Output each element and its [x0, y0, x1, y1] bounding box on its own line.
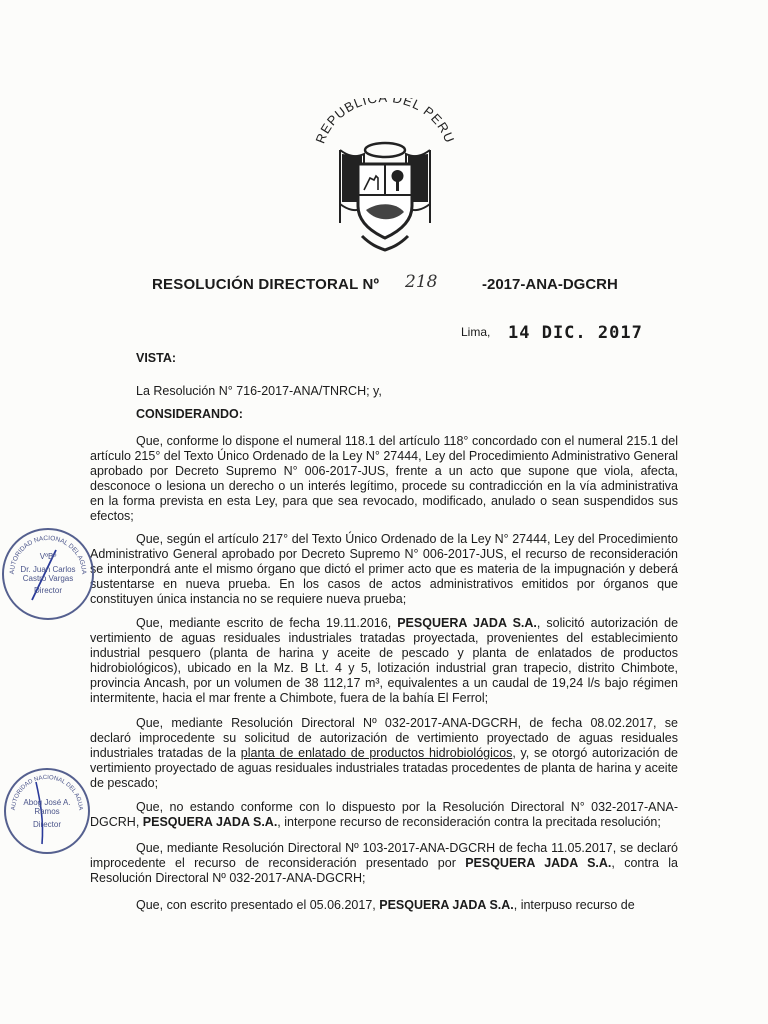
paragraph-1 — [90, 434, 678, 524]
paragraph-1-text: Que, conforme lo dispone el numeral 118.1 del artículo 118° concordado con el numeral 215.1 del artículo 215° del Texto Único Ordenado de la Ley N° 27444, Ley del Procedimiento Administrativo General aprobado por Decreto Supremo N° 006-2017-JUS, frente a un acto que supone que viola, afecta, desconoce o lesiona un derecho o un interés legítimo, procede su contradicción en la vía administrativa en la forma prevista en esta Ley, para que sea revocado, modificado, anulado o sean suspendidos sus efectos; — [90, 434, 678, 523]
underlined-plant-name: planta de enlatado de productos hidrobiológicos — [240, 746, 513, 760]
paragraph-4-text-before: Que, mediante Resolución Directoral Nº 032-2017-ANA-DGCRH, de fecha 08.02.2017, se declaró improcedente su solicitud de autorización de vertimiento proyectado de aguas residuales industriales tratadas de la — [90, 716, 678, 760]
national-coat-of-arms — [300, 98, 470, 258]
stamp1-role: Director — [33, 586, 62, 595]
stamp1-visto-bueno: VºBº — [39, 552, 57, 561]
considerando-heading: CONSIDERANDO: — [136, 407, 243, 421]
svg-text:REPUBLICA DEL PERU — [312, 98, 457, 145]
paragraph-2-text: Que, según el artículo 217° del Texto Único Ordenado de la Ley N° 27444, Ley del Procedimiento Administrativo General aprobado por Decreto Supremo N° 006-2017-JUS, el recurso de reconsideración se interpondrá ante el mismo órgano que dictó el primer acto que es materia de la impugnación y deberá sustentarse en nueva prueba. En los casos de actos administrativos emitidos por órganos que constituyen única instancia no se requiere nueva prueba; — [90, 532, 678, 606]
seal-arc-text: REPUBLIC DEL PERU — [312, 98, 458, 146]
paragraph-3-text-before: Que, mediante escrito de fecha 19.11.2016, — [136, 616, 398, 630]
resolution-title: RESOLUCIÓN DIRECTORAL Nº — [152, 276, 380, 293]
paragraph-4 — [90, 716, 678, 791]
vista-text: La Resolución N° 716-2017-ANA/TNRCH; y, — [136, 384, 382, 398]
paragraph-7-text-after: , interpuso recurso de — [513, 898, 635, 912]
paragraph-6-text-after: , contra la Resolución Directoral Nº 032-2017-ANA-DGCRH; — [90, 856, 678, 885]
paragraph-6 — [90, 841, 678, 886]
paragraph-6-text-before: Que, mediante Resolución Directoral Nº 103-2017-ANA-DGCRH de fecha 11.05.2017, se declaró improcedente el recurso de reconsideración presentado por — [90, 841, 678, 870]
paragraph-3-text-after: , solicitó autorización de vertimiento de aguas residuales industriales tratadas proyectada, provenientes del establecimiento industrial pesquero (planta de harina y aceite de pescado y planta de enlatados de productos hidrobiológicos), ubicado en la Mz. B Lt. 4 y 5, lotización industrial gran trapecio, distrito Chimbote, provincia Ancash, por un volumen de 38 112,17 m³, equivalentes a un caudal de 19,24 l/s bajo régimen intermitente, hacia el mar frente a Chimbote, fuera de la bahía El Ferrol; — [90, 616, 679, 705]
paragraph-5 — [90, 800, 678, 830]
vista-heading: VISTA: — [136, 351, 177, 365]
official-stamp-director — [2, 528, 94, 620]
handwritten-resolution-number: 218 — [405, 272, 438, 292]
stamp2-name: Abog José A. Ramos — [23, 798, 71, 816]
paragraph-2 — [90, 532, 678, 607]
paragraph-7 — [90, 898, 678, 913]
stamp2-ring-text: AUTORIDAD NACIONAL DEL AGUA — [10, 774, 84, 811]
paragraph-5-text-before: Que, no estando conforme con lo dispuesto por la Resolución Directoral N° 032-2017-ANA-DGCRH, — [90, 800, 678, 829]
paragraph-5-text-after: , interpone recurso de reconsideración contra la precitada resolución; — [277, 815, 661, 829]
paragraph-7-text-before: Que, con escrito presentado el 05.06.2017, — [136, 898, 380, 912]
paragraph-3 — [90, 616, 678, 706]
company-name: PESQUERA JADA S.A. — [465, 856, 612, 870]
resolution-code-suffix: -2017-ANA-DGCRH — [482, 276, 618, 293]
place-label: Lima, — [461, 325, 491, 339]
stamp1-ring-text: AUTORIDAD NACIONAL DEL AGUA — [8, 534, 88, 575]
company-name: PESQUERA JADA S.A. — [142, 815, 278, 829]
date-stamp: 14 DIC. 2017 — [508, 323, 643, 343]
company-name: PESQUERA JADA S.A. — [379, 898, 514, 912]
stamp2-role: Director — [32, 820, 61, 829]
official-stamp-lawyer — [4, 768, 90, 854]
stamp1-name: Dr. Juan Carlos Castro Vargas — [20, 565, 76, 583]
paragraph-4-text-after: , y, se otorgó autorización de vertimiento proyectado de aguas residuales industriales tratadas procedentes de planta de harina y aceite de pescado; — [90, 746, 678, 790]
company-name: PESQUERA JADA S.A. — [397, 616, 537, 630]
